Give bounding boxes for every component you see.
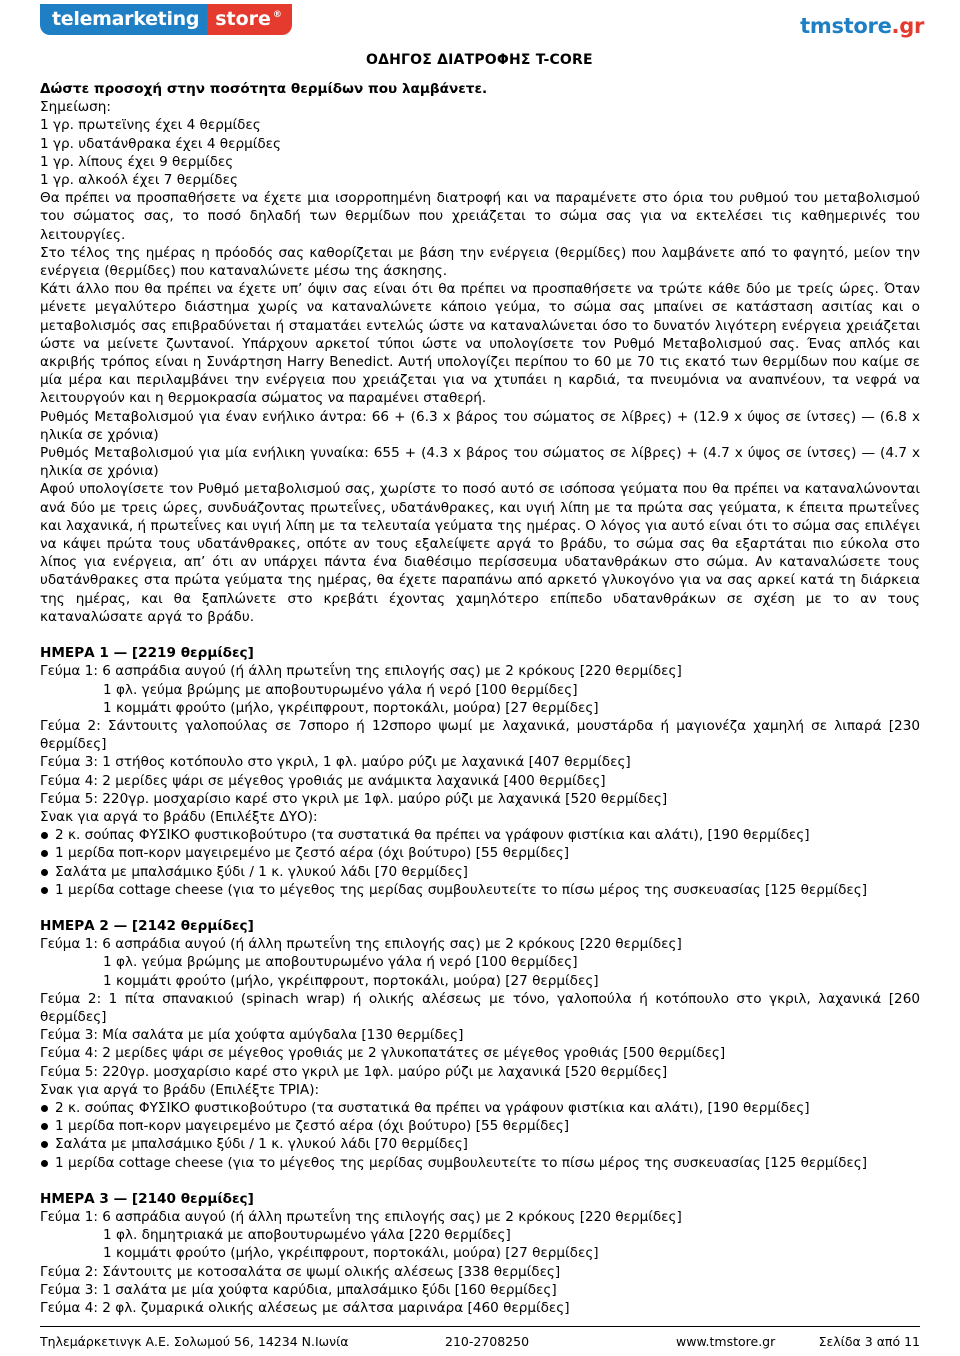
snack-list bbox=[40, 1099, 920, 1172]
meal-line: 1 κομμάτι φρούτο (μήλο, γκρέιπφρουτ, πορτοκάλι, μούρα) [27 θερμίδες] bbox=[103, 699, 599, 716]
footer-website[interactable]: www.tmstore.gr bbox=[676, 1334, 776, 1349]
meal-line: Γεύμα 5: 220γρ. μοσχαρίσιο καρέ στο γκριλ με 1φλ. μαύρο ρύζι με λαχανικά [520 θερμίδες] bbox=[40, 790, 668, 807]
meal-line: 1 κομμάτι φρούτο (μήλο, γκρέιπφρουτ, πορτοκάλι, μούρα) [27 θερμίδες] bbox=[103, 1245, 599, 1262]
day-title: ΗΜΕΡΑ 2 — [2142 θερμίδες] bbox=[40, 917, 254, 934]
meal-line: 1 φλ. γεύμα βρώμης με αποβουτυρωμένο γάλα ή νερό [100 θερμίδες] bbox=[103, 681, 578, 698]
meal-line: Γεύμα 4: 2 φλ. ζυμαρικά ολικής αλέσεως με σάλτσα μαρινάρα [460 θερμίδες] bbox=[40, 1300, 570, 1316]
footer-phone: 210-2708250 bbox=[445, 1334, 530, 1349]
snack-label: Σνακ για αργά το βράδυ (Επιλέξτε ΔΥΟ): bbox=[40, 808, 318, 825]
list-item: 1 μερίδα cottage cheese (για το μέγεθος της μερίδας συμβουλευτείτε το πίσω μέρος της συσκευασίας [125 θερμίδες] bbox=[40, 881, 920, 899]
day-title: ΗΜΕΡΑ 3 — [2140 θερμίδες] bbox=[40, 1190, 254, 1207]
day-section bbox=[40, 1190, 920, 1317]
meal-line: Γεύμα 5: 220γρ. μοσχαρίσιο καρέ στο γκριλ με 1φλ. μαύρο ρύζι με λαχανικά [520 θερμίδες] bbox=[40, 1063, 668, 1080]
notes-block bbox=[40, 98, 920, 189]
snack-label: Σνακ για αργά το βράδυ (Επιλέξτε ΤΡΙΑ): bbox=[40, 1081, 320, 1098]
attention-line: Δώστε προσοχή στην ποσότητα θερμίδων που λαμβάνετε. bbox=[40, 81, 488, 97]
paragraph: Θα πρέπει να προσπαθήσετε να έχετε μια ισορροπημένη διατροφή και να παραμένετε στο όρια του ρυθμού του μεταβολισμού του σώματος σας, το ποσό δηλαδή των θερμίδων που χρειάζεται το σώμα σας για να εκτελέσει τις καθημερινές του λειτουργίες. bbox=[40, 190, 920, 243]
meal-line: 1 φλ. γεύμα βρώμης με αποβουτυρωμένο γάλα ή νερό [100 θερμίδες] bbox=[103, 954, 578, 971]
meal-line: Γεύμα 3: Μία σαλάτα με μία χούφτα αμύγδαλα [130 θερμίδες] bbox=[40, 1027, 464, 1044]
logo-left-text: telemarketing bbox=[40, 4, 207, 35]
paragraph: Αφού υπολογίσετε τον Ρυθμό μεταβολισμού σας, χωρίστε το ποσό αυτό σε ισόποσα γεύματα που θα πρέπει να καταναλώνονται ανά δύο με τρεις ώρες, συνδυάζοντας πρωτεΐνες, υδατάνθρακες, και υγιή λίπη με τα πρώτα σας γεύματα, κ έπειτα πρωτεΐνες και λαχανικά, ή πρωτεΐνες και υγιή λίπη με τα τελευταία γεύματα της ημέρας. Ο λόγος για αυτό είναι ότι το σώμα σας επιλέγει να κάψει πρώτα τους υδατάνθρακες, οπότε αν τους εξαλείψετε αργά το βράδυ, το σώμα σας θα εξαρτάται πιο εύκολα στο λίπος για ενέργεια, απ’ ότι αν υπάρχει πάντα ένα διαθέσιμο περίσσευμα υδατανθράκων στο σώμα. Αν καταναλώσετε τους υδατάνθρακες στα πρώτα γεύματα της ημέρας, θα έχετε παραπάνω από αρκετό γλυκογόνο για να σας αρκεί κατά τη διάρκεια της ημέρας, και θα ξαπλώνετε στο κρεβάτι έχοντας χαμηλότερο επίπεδο υδατανθράκων σε σχέση με το αν τους καταναλώσατε αργά το βράδυ. bbox=[40, 481, 920, 625]
list-item: 2 κ. σούπας ΦΥΣΙΚΟ φυστικοβούτυρο (τα συστατικά θα πρέπει να γράφουν φιστίκια και αλάτι), [190 θερμίδες] bbox=[40, 1099, 920, 1117]
day-section bbox=[40, 644, 920, 899]
telemarketing-store-logo bbox=[40, 2, 292, 36]
footer-divider bbox=[40, 1326, 920, 1327]
meal-line: Γεύμα 1: 6 ασπράδια αυγού (ή άλλη πρωτεΐνη της επιλογής σας) με 2 κρόκους [220 θερμίδες] bbox=[40, 663, 682, 680]
note-item: 1 γρ. πρωτεϊνης έχει 4 θερμίδες bbox=[40, 117, 261, 134]
list-item: 2 κ. σούπας ΦΥΣΙΚΟ φυστικοβούτυρο (τα συστατικά θα πρέπει να γράφουν φιστίκια και αλάτι), [190 θερμίδες] bbox=[40, 826, 920, 844]
meal-line: Γεύμα 1: 6 ασπράδια αυγού (ή άλλη πρωτεΐνη της επιλογής σας) με 2 κρόκους [220 θερμίδες] bbox=[40, 1208, 682, 1225]
paragraph: Κάτι άλλο που θα πρέπει να έχετε υπ’ όψιν σας είναι ότι θα πρέπει να προσπαθήσετε να τρώτε κάθε δύο με τρείς ώρες. Όταν μένετε μεγαλύτερο διάστημα χωρίς να καταναλώνετε κάποιο γεύμα, το σώμα σας μπαίνει σε κατάσταση ασιτίας και ο μεταβολισμός σας επιβραδύνεται ή σταματάει εντελώς ώστε να καταναλώνεται όσο το δυνατόν λιγότερη ενέργεια χρειάζεται ώστε να μείνετε ζωντανοί. Υπάρχουν αρκετοί τύποι ώστε να υπολογίσετε τον Ρυθμό Μεταβολισμού σας. Ένας απλός και ακριβής τρόπος είναι η Συνάρτηση Harry Benedict. Αυτή υπολογίζει περίπου το 60 με 70 τις εκατό των θερμίδων που καίμε σε μία μέρα και περιλαμβάνει την ενέργεια που χρειάζεται για να χτυπάει η καρδιά, τα πνευμόνια να αναπνέουν, τα νεφρά να λειτουργούν και η θερμοκρασία σώματος να παραμένει σταθερή. bbox=[40, 281, 920, 407]
list-item: 1 μερίδα cottage cheese (για το μέγεθος της μερίδας συμβουλευτείτε το πίσω μέρος της συσκευασίας [125 θερμίδες] bbox=[40, 1154, 920, 1172]
list-item: Σαλάτα με μπαλσάμικο ξύδι / 1 κ. γλυκού λάδι [70 θερμίδες] bbox=[40, 1135, 920, 1153]
meal-line: Γεύμα 4: 2 μερίδες ψάρι σε μέγεθος γροθιάς με 2 γλυκοπατάτες σε μέγεθος γροθιάς [500 θερμίδες] bbox=[40, 1045, 726, 1062]
paragraph: Ρυθμός Μεταβολισμού για μία ενήλικη γυναίκα: 655 + (4.3 x βάρος του σώματος σε λίβρες) + (4.7 x ύψος σε ίντσες) — (4.7 x ηλικία σε χρόνια) bbox=[40, 445, 920, 480]
document-title: ΟΔΗΓΟΣ ΔΙΑΤΡΟΦΗΣ T-CORE bbox=[366, 52, 593, 68]
note-item: 1 γρ. λίπους έχει 9 θερμίδες bbox=[40, 153, 234, 170]
list-item: Σαλάτα με μπαλσάμικο ξύδι / 1 κ. γλυκού λάδι [70 θερμίδες] bbox=[40, 863, 920, 881]
meal-line: Γεύμα 2: Σάντουιτς γαλοπούλας σε 7σπορο ή 12σπορο ψωμί με λαχανικά, μουστάρδα ή μαγιονέζα χαμηλή σε λιπαρά [230 θερμίδες] bbox=[40, 717, 920, 753]
list-item: 1 μερίδα ποπ-κορν μαγειρεμένο με ζεστό αέρα (όχι βούτυρο) [55 θερμίδες] bbox=[40, 1117, 920, 1135]
note-item: 1 γρ. αλκοόλ έχει 7 θερμίδες bbox=[40, 172, 238, 189]
snack-list bbox=[40, 826, 920, 899]
meal-line: Γεύμα 3: 1 σαλάτα με μία χούφτα καρύδια, μπαλσάμικο ξύδι [160 θερμίδες] bbox=[40, 1281, 557, 1298]
footer-page-number: Σελίδα 3 από 11 bbox=[818, 1334, 920, 1349]
meal-line: 1 κομμάτι φρούτο (μήλο, γκρέιπφρουτ, πορτοκάλι, μούρα) [27 θερμίδες] bbox=[103, 972, 599, 989]
paragraph: Στο τέλος της ημέρας η πρόοδός σας καθορίζεται με βάση την ενέργεια (θερμίδες) που λαμβάνετε από το φαγητό, μείον την ενέργεια (θερμίδες) που καταναλώνετε μέσω της άσκησης. bbox=[40, 244, 920, 280]
list-item: 1 μερίδα ποπ-κορν μαγειρεμένο με ζεστό αέρα (όχι βούτυρο) [55 θερμίδες] bbox=[40, 844, 920, 862]
day-section bbox=[40, 917, 920, 1172]
document-body bbox=[40, 80, 920, 1317]
meal-line: Γεύμα 2: Σάντουιτς με κοτοσαλάτα σε ψωμί ολικής αλέσεως [338 θερμίδες] bbox=[40, 1263, 561, 1280]
meal-line: Γεύμα 3: 1 στήθος κοτόπουλο στο γκριλ, 1 φλ. μαύρο ρύζι με λαχανικά [407 θερμίδες] bbox=[40, 754, 631, 771]
day-title: ΗΜΕΡΑ 1 — [2219 θερμίδες] bbox=[40, 645, 254, 662]
meal-line: Γεύμα 4: 2 μερίδες ψάρι σε μέγεθος γροθιάς με ανάμικτα λαχανικά [400 θερμίδες] bbox=[40, 772, 606, 789]
note-label: Σημείωση: bbox=[40, 99, 111, 116]
logo-right-text: store ® bbox=[207, 4, 292, 35]
meal-line: Γεύμα 2: 1 πίτα σπανακιού (spinach wrap) ή ολικής αλέσεως με τόνο, γαλοπούλα ή κοτόπουλο στο γκριλ, λαχανικά [260 θερμίδες] bbox=[40, 990, 920, 1025]
footer-company: Τηλεμάρκετινγκ Α.Ε. Σολωμού 56, 14234 Ν.Ιωνία bbox=[40, 1334, 349, 1349]
meal-line: Γεύμα 1: 6 ασπράδια αυγού (ή άλλη πρωτεΐνη της επιλογής σας) με 2 κρόκους [220 θερμίδες] bbox=[40, 936, 682, 953]
note-item: 1 γρ. υδατάνθρακα έχει 4 θερμίδες bbox=[40, 135, 281, 152]
meal-line: 1 φλ. δημητριακά με αποβουτυρωμένο γάλα [220 θερμίδες] bbox=[103, 1227, 511, 1244]
paragraph: Ρυθμός Μεταβολισμού για έναν ενήλικο άντρα: 66 + (6.3 x βάρος του σώματος σε λίβρες) + (12.9 x ύψος σε ίντσες) — (6.8 x ηλικία σε χρόνια) bbox=[40, 408, 920, 443]
site-brand: tmstore.gr bbox=[800, 14, 924, 38]
